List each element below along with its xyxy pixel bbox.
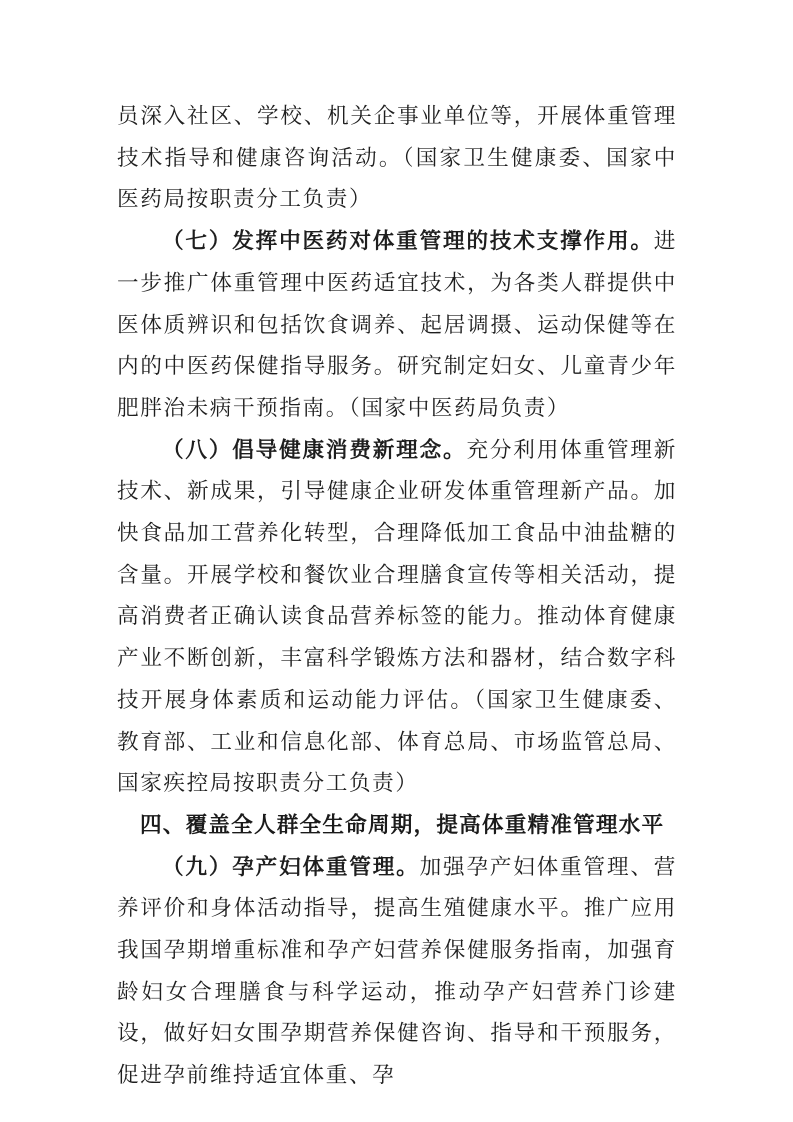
- paragraph-title: （八）倡导健康消费新理念。: [162, 437, 467, 463]
- paragraph-text: 加强孕产妇体重管理、营养评价和身体活动指导，提高生殖健康水平。推广应用我国孕期增重标准和孕产妇营养保健服务指南，加强育龄妇女合理膳食与科学运动，推动孕产妇营养门诊建设，做好妇女围孕期营养保健咨询、指导和干预服务，促进孕前维持适宜体重、孕: [117, 854, 677, 1089]
- document-body: [117, 96, 677, 1097]
- paragraph-item-8: [117, 430, 677, 805]
- paragraph-item-9: [117, 847, 677, 1097]
- paragraph-item-7: [117, 221, 677, 430]
- paragraph-title: （七）发挥中医药对体重管理的技术支撑作用。: [162, 229, 654, 255]
- paragraph-continuation: [117, 96, 677, 221]
- paragraph-text: 充分利用体重管理新技术、新成果，引导健康企业研发体重管理新产品。加快食品加工营养化转型，合理降低加工食品中油盐糖的含量。开展学校和餐饮业合理膳食宣传等相关活动，提高消费者正确认读食品营养标签的能力。推动体育健康产业不断创新，丰富科学锻炼方法和器材，结合数字科技开展身体素质和运动能力评估。（国家卫生健康委、教育部、工业和信息化部、体育总局、市场监管总局、国家疾控局按职责分工负责）: [117, 437, 677, 797]
- paragraph-text: 员深入社区、学校、机关企事业单位等，开展体重管理技术指导和健康咨询活动。（国家卫生健康委、国家中医药局按职责分工负责）: [117, 104, 677, 213]
- paragraph-text: 进一步推广体重管理中医药适宜技术，为各类人群提供中医体质辨识和包括饮食调养、起居调摄、运动保健等在内的中医药保健指导服务。研究制定妇女、儿童青少年肥胖治未病干预指南。（国家中医药局负责）: [117, 229, 677, 421]
- section-heading: 四、覆盖全人群全生命周期，提高体重精准管理水平: [140, 812, 665, 838]
- paragraph-title: （九）孕产妇体重管理。: [162, 854, 420, 880]
